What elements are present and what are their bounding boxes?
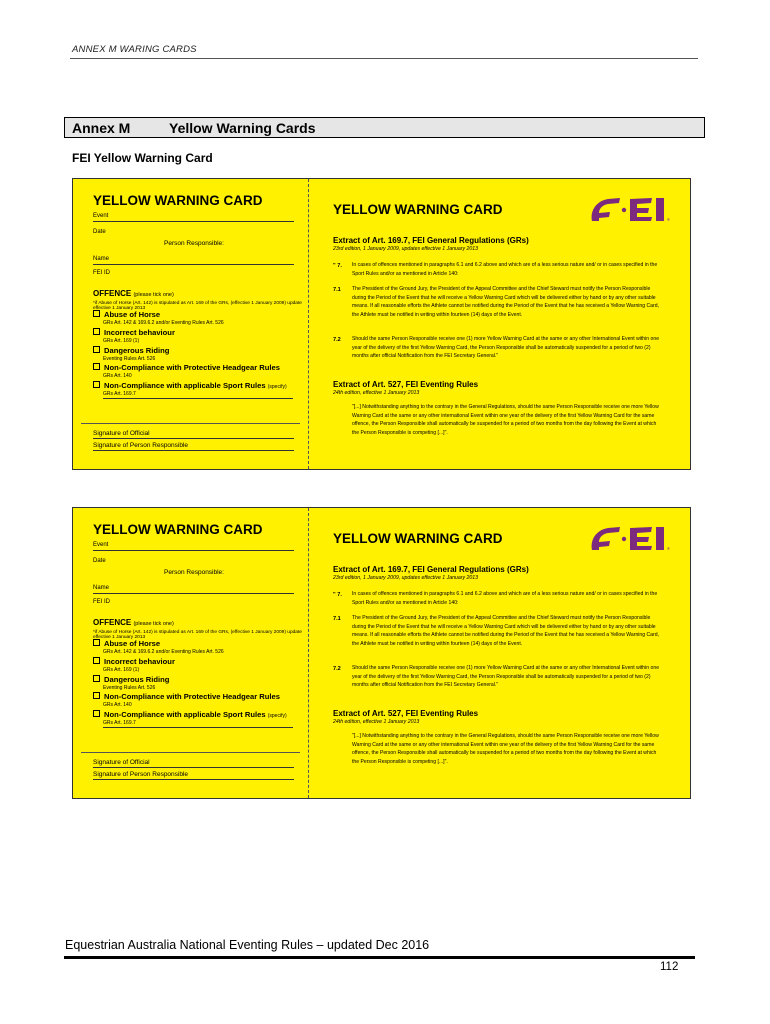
extract1-title: Extract of Art. 169.7, FEI General Regulations (GRs): [333, 236, 529, 245]
checkbox-ref: Eventing Rules Art. 526: [103, 356, 156, 362]
checkbox-protective-headgear[interactable]: [93, 363, 280, 372]
card-stub-title: YELLOW WARNING CARD: [93, 522, 263, 537]
card-stub: [73, 179, 309, 469]
checkbox-label: Abuse of Horse: [104, 310, 161, 319]
person-responsible-label: Person Responsible:: [164, 240, 224, 247]
checkbox-label: Incorrect behaviour: [104, 657, 175, 666]
extract1-meta: 23rd edition, 1 January 2009, updates effective 1 January 2013: [333, 246, 479, 252]
header-rule: [70, 58, 698, 59]
event-field: Event: [93, 212, 294, 222]
date-field: Date: [93, 558, 106, 564]
checkbox-ref: GRs Art. 142 & 169.6.2 and/or Eventing Rules Art. 526: [103, 320, 224, 326]
para-number: " 7.: [333, 592, 342, 598]
footer-text: Equestrian Australia National Eventing Rules – updated Dec 2016: [65, 938, 430, 952]
yellow-warning-card-1: [72, 178, 691, 470]
checkbox-label: Dangerous Riding: [104, 346, 170, 355]
checkbox-ref: GRs Art. 169 (1): [103, 338, 140, 344]
signature-separator: [81, 752, 300, 753]
checkbox-label: Abuse of Horse: [104, 639, 161, 648]
annex-id: Annex M: [72, 120, 131, 136]
checkbox-label: Non-Compliance with applicable Sport Rules: [104, 381, 266, 390]
checkbox-dangerous-riding[interactable]: [93, 675, 169, 684]
extract2-title: Extract of Art. 527, FEI Eventing Rules: [333, 380, 479, 389]
offence-note: *if Abuse of Horse (Art. 142) is stipulated as Art. 169 of the GRs, (effective 1 January 2009) update effective 1 January 2013: [93, 301, 302, 311]
fei-logo-icon: [586, 522, 678, 552]
name-field: Name: [93, 255, 294, 265]
signature-official-line: Signature of Official: [93, 430, 294, 439]
checkbox-abuse-of-horse[interactable]: [93, 639, 160, 648]
running-header: ANNEX M WARING CARDS: [72, 44, 197, 55]
offence-tick-note: (please tick one): [133, 621, 174, 627]
card-main: [309, 508, 690, 798]
checkbox-label: Incorrect behaviour: [104, 328, 175, 337]
checkbox-dangerous-riding[interactable]: [93, 346, 169, 355]
para-number: 7.2: [333, 666, 341, 672]
offence-note: *if Abuse of Horse (Art. 142) is stipulated as Art. 169 of the GRs, (effective 1 January 2009) update effective 1 January 2013: [93, 630, 302, 640]
para-text: Should the same Person Responsible receive one (1) more Yellow Warning Card at the same or any other International Event within one year of the delivery of the first Yellow Warning Card, the Person Responsible shall be automatically suspended for a period of two (2) months after official Notification from the FEI Secretary General.": [352, 665, 660, 689]
checkbox-label-suffix: (specify): [267, 713, 287, 719]
offence-heading: [93, 289, 174, 298]
annex-heading-bar: [64, 117, 705, 138]
para-text: In cases of offences mentioned in paragraphs 6.1 and 6.2 above and which are of a less serious nature and/ or in cases specified in the Sport Rules and/or as mentioned in Article 140:: [352, 262, 658, 277]
signature-official-line: Signature of Official: [93, 759, 294, 768]
checkbox-ref: GRs Art. 169.7: [103, 720, 293, 728]
page-number: 112: [660, 961, 679, 973]
svg-text:®: ®: [667, 546, 670, 551]
extract2-meta: 24th edition, effective 1 January 2013: [333, 390, 420, 396]
date-field: Date: [93, 229, 106, 235]
svg-text:®: ®: [667, 217, 670, 222]
card-stub: [73, 508, 309, 798]
yellow-warning-card-2: [72, 507, 691, 799]
extract2-quote: "[...] Notwithstanding anything to the contrary in the General Regulations, should the same Person Responsible receive one more Yellow Warning Card at the same or any other international Event within one year of the delivery of the first Yellow Warning Card for the same offence, the Person Responsible shall automatically be suspended for a period of two months from the day following the Event at which the Person Responsible is competing [...]".: [352, 404, 659, 436]
extract1-title: Extract of Art. 169.7, FEI General Regulations (GRs): [333, 565, 529, 574]
extract2-quote: "[...] Notwithstanding anything to the contrary in the General Regulations, should the same Person Responsible receive one more Yellow Warning Card at the same or any other international Event within one year of the delivery of the first Yellow Warning Card for the same offence, the Person Responsible shall automatically be suspended for a period of two months from the day following the Event at which the Person Responsible is competing [...]".: [352, 733, 659, 765]
para-number: 7.2: [333, 337, 341, 343]
offence-label: OFFENCE: [93, 618, 132, 627]
footer-rule: [64, 956, 695, 959]
offence-label: OFFENCE: [93, 289, 132, 298]
checkbox-incorrect-behaviour[interactable]: [93, 657, 175, 666]
checkbox-box[interactable]: [93, 346, 100, 353]
para-number: " 7.: [333, 263, 342, 269]
para-text: In cases of offences mentioned in paragraphs 6.1 and 6.2 above and which are of a less serious nature and/ or in cases specified in the Sport Rules and/or as mentioned in Article 140:: [352, 591, 658, 606]
checkbox-label: Non-Compliance with Protective Headgear Rules: [104, 363, 280, 372]
checkbox-box[interactable]: [93, 363, 100, 370]
offence-tick-note: (please tick one): [133, 292, 174, 298]
fei-logo-icon: [586, 193, 678, 223]
checkbox-ref: GRs Art. 140: [103, 702, 132, 708]
card-main: [309, 179, 690, 469]
checkbox-box[interactable]: [93, 381, 100, 388]
checkbox-box[interactable]: [93, 328, 100, 335]
checkbox-abuse-of-horse[interactable]: [93, 310, 160, 319]
checkbox-box[interactable]: [93, 710, 100, 717]
checkbox-ref: GRs Art. 142 & 169.6.2 and/or Eventing Rules Art. 526: [103, 649, 224, 655]
para-text: Should the same Person Responsible receive one (1) more Yellow Warning Card at the same or any other International Event within one year of the delivery of the first Yellow Warning Card, the Person Responsible shall be automatically suspended for a period of two (2) months after official Notification from the FEI Secretary General.": [352, 336, 660, 360]
para-text: The President of the Ground Jury, the President of the Appeal Committee and the Chief Steward must notify the Person Responsible during the Period of the Event that he will receive a Yellow Warning Card which will be delivered either by hand or by any other suitable means. If all reasonable efforts the Athlete cannot be notified during the Period of the Event that he has received a Yellow Warning Card, the Athlete must be notified in writing within fourteen (14) days of the Event.: [352, 615, 659, 647]
checkbox-label: Non-Compliance with Protective Headgear Rules: [104, 692, 280, 701]
checkbox-label-suffix: (specify): [267, 384, 287, 390]
checkbox-ref: GRs Art. 140: [103, 373, 132, 379]
section-subheading: FEI Yellow Warning Card: [72, 151, 213, 165]
checkbox-ref: GRs Art. 169 (1): [103, 667, 140, 673]
card-main-title: YELLOW WARNING CARD: [333, 531, 503, 546]
extract1-meta: 23rd edition, 1 January 2009, updates effective 1 January 2013: [333, 575, 479, 581]
signature-person-responsible-line: Signature of Person Responsible: [93, 771, 294, 780]
checkbox-box[interactable]: [93, 310, 100, 317]
checkbox-box[interactable]: [93, 639, 100, 646]
fei-id-field: FEI ID: [93, 270, 111, 276]
para-number: 7.1: [333, 287, 341, 293]
annex-title: Yellow Warning Cards: [169, 120, 316, 136]
signature-person-responsible-line: Signature of Person Responsible: [93, 442, 294, 451]
checkbox-incorrect-behaviour[interactable]: [93, 328, 175, 337]
checkbox-box[interactable]: [93, 692, 100, 699]
fei-id-field: FEI ID: [93, 599, 111, 605]
checkbox-protective-headgear[interactable]: [93, 692, 280, 701]
para-text: The President of the Ground Jury, the President of the Appeal Committee and the Chief Steward must notify the Person Responsible during the Period of the Event that he will receive a Yellow Warning Card which will be delivered either by hand or by any other suitable means. If all reasonable efforts the Athlete cannot be notified during the Period of the Event that he has received a Yellow Warning Card, the Athlete must be notified in writing within fourteen (14) days of the Event.: [352, 286, 659, 318]
para-number: 7.1: [333, 616, 341, 622]
extract2-title: Extract of Art. 527, FEI Eventing Rules: [333, 709, 479, 718]
card-main-title: YELLOW WARNING CARD: [333, 202, 503, 217]
checkbox-sport-rules[interactable]: [93, 381, 287, 390]
event-field: Event: [93, 541, 294, 551]
checkbox-label: Dangerous Riding: [104, 675, 170, 684]
name-field: Name: [93, 584, 294, 594]
checkbox-sport-rules[interactable]: [93, 710, 287, 719]
card-stub-title: YELLOW WARNING CARD: [93, 193, 263, 208]
checkbox-ref: Eventing Rules Art. 526: [103, 685, 156, 691]
checkbox-box[interactable]: [93, 657, 100, 664]
checkbox-box[interactable]: [93, 675, 100, 682]
signature-separator: [81, 423, 300, 424]
checkbox-ref: GRs Art. 169.7: [103, 391, 293, 399]
person-responsible-label: Person Responsible:: [164, 569, 224, 576]
checkbox-label: Non-Compliance with applicable Sport Rules: [104, 710, 266, 719]
offence-heading: [93, 618, 174, 627]
extract2-meta: 24th edition, effective 1 January 2013: [333, 719, 420, 725]
